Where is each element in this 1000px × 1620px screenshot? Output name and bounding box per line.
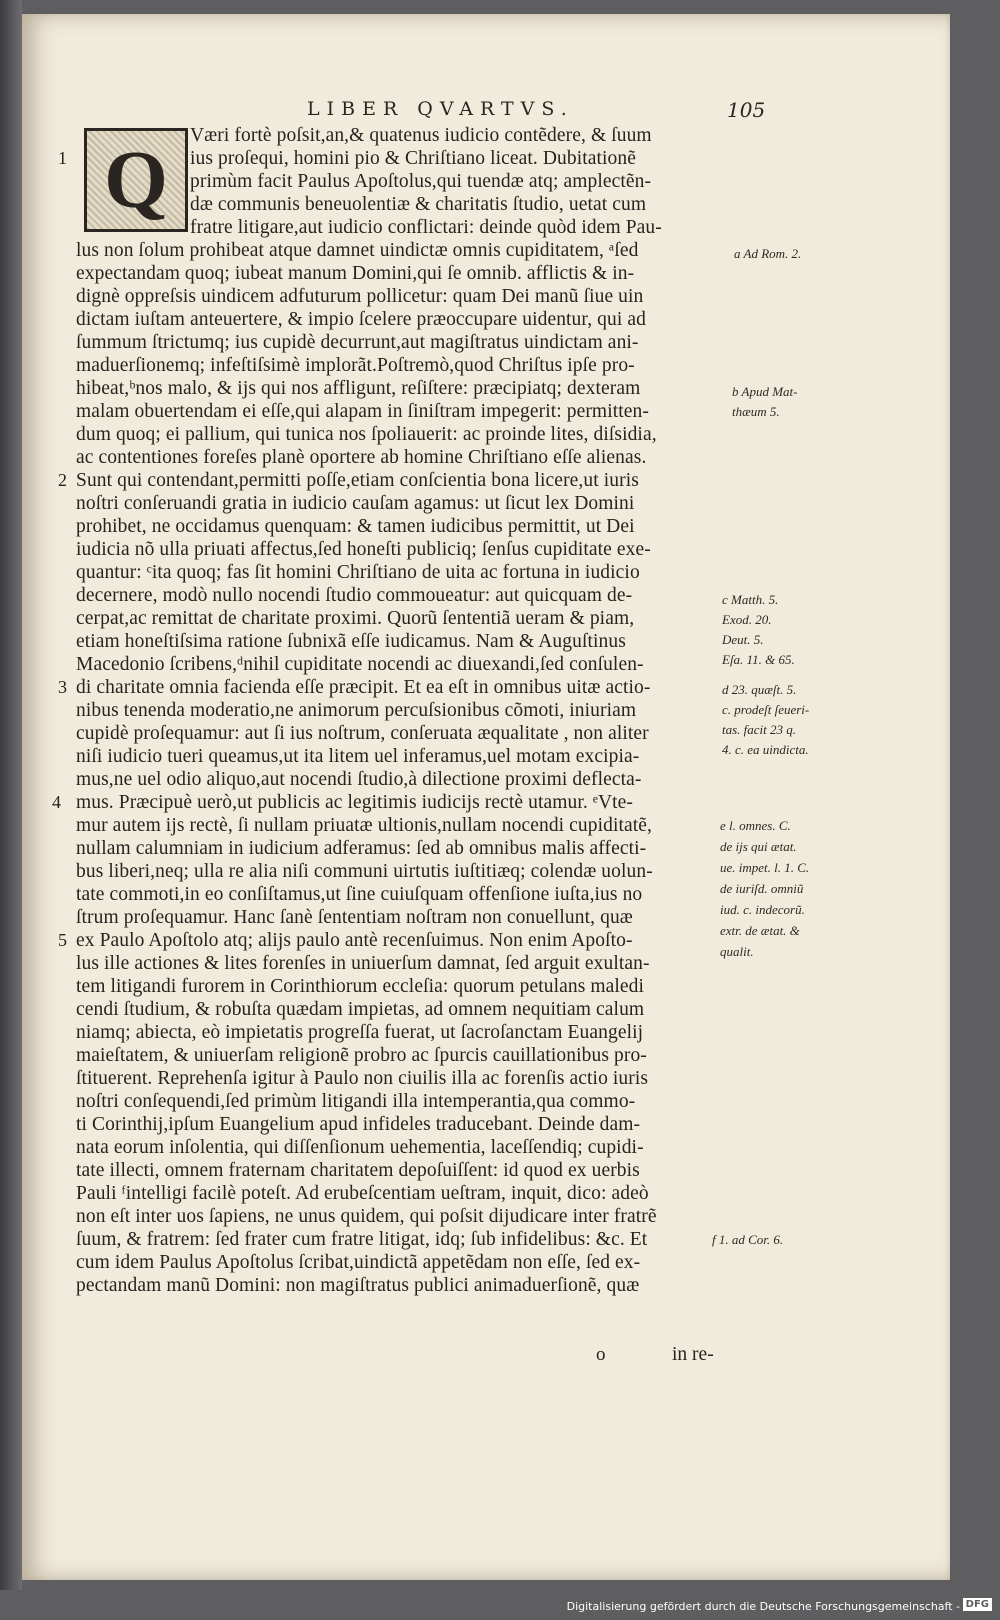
marginal-note: iud. c. indecorũ.	[720, 902, 805, 917]
text-line: ac contentiones foreſes planè oportere ab homine Chriſtiano eſſe alienas.	[76, 447, 647, 468]
paragraph-number: 3	[58, 677, 67, 697]
text-line: lus non ſolum prohibeat atque damnet uindictæ omnis cupiditatem, ᵃſed	[76, 240, 639, 261]
text-line: cerpat,ac remittat de charitate proximi. Quorũ ſententiã ueram & piam,	[76, 608, 635, 629]
marginal-note: 4. c. ea uindicta.	[722, 742, 809, 757]
text-line: Pauli ᶠintelligi facilè poteſt. Ad erubeſcentiam ueſtram, inquit, dico: adeò	[76, 1183, 649, 1204]
text-line: ſtrum proſequamur. Hanc ſanè ſententiam noſtram non conuellunt, quæ	[76, 907, 633, 928]
marginal-note: de ijs qui ætat.	[720, 839, 797, 854]
marginal-note: Eſa. 11. & 65.	[722, 652, 795, 667]
marginal-note: extr. de ætat. &	[720, 923, 800, 938]
text-line: cupidè proſequamur: aut ſi ius noſtrum, conſeruata æqualitate , non aliter	[76, 723, 649, 744]
text-line: quantur: ᶜita quoq; fas ſit homini Chriſtiano de uita ac fortuna in iudicio	[76, 562, 640, 583]
marginal-note: b Apud Mat-	[732, 384, 798, 399]
text-line: Sunt qui contendant,permitti poſſe,etiam conſcientia bona licere,ut iuris	[76, 470, 639, 491]
book-page	[22, 14, 950, 1580]
text-line: decernere, modò nullo nocendi ſtudio commoueatur: aut quicquam de-	[76, 585, 633, 606]
text-line: dignè oppreſsis uindicem adfuturum pollicetur: quam Dei manũ ſiue uin	[76, 286, 644, 307]
text-line: dictam iuſtam anteuertere, & impio ſcelere præoccupare uidentur, qui ad	[76, 309, 646, 330]
marginal-note: f 1. ad Cor. 6.	[712, 1232, 784, 1247]
running-title: LIBER QVARTVS.	[307, 98, 574, 120]
text-line: noſtri conſeruandi gratia in iudicio cauſam agamus: ut ſicut lex Domini	[76, 493, 635, 514]
text-line: ex Paulo Apoſtolo atq; alijs paulo antè recenſuimus. Non enim Apoſto-	[76, 930, 633, 951]
paragraph-number: 5	[58, 930, 67, 950]
text-line: noſtri conſequendi,ſed primùm litigandi illa intemperantia,qua commo-	[76, 1091, 636, 1112]
marginal-note: c. prodeſt ſeueri-	[722, 702, 810, 717]
text-line: niſi iudicio tueri queamus,ut ita litem uel inferamus,uel motam excipia-	[76, 746, 640, 767]
text-line: ius proſequi, homini pio & Chriſtiano liceat. Dubitationẽ	[190, 148, 637, 169]
marginal-note: a Ad Rom. 2.	[734, 246, 802, 261]
text-line: nibus tenenda moderatio,ne animorum percuſsionibus cõmoti, iniuriam	[76, 700, 637, 721]
text-line: bus liberi,neq; ulla re alia niſi communi uirtutis iuſtitiæq; colendæ uolun-	[76, 861, 653, 882]
main-text	[22, 14, 950, 1580]
text-line: non eſt inter uos ſapiens, ne unus quidem, qui poſsit dijudicare inter fratrẽ	[76, 1206, 657, 1227]
text-line: tate commoti,in eo conſiſtamus,ut ſine cuiuſquam offenſione iuſta,ius no	[76, 884, 643, 905]
text-line: etiam honeſtiſsima ratione ſubnixã eſſe iudicamus. Nam & Auguſtinus	[76, 631, 626, 652]
text-line: hibeat,ᵇnos malo, & ijs qui nos affligunt, reſiſtere: præcipiatq; dexteram	[76, 378, 641, 399]
text-line: mur autem ijs rectè, ſi nullam priuatæ ultionis,nullam nocendi cupiditatẽ,	[76, 815, 653, 836]
marginal-note: c Matth. 5.	[722, 592, 779, 607]
marginal-note: de iuriſd. omniũ	[720, 881, 804, 896]
text-line: ti Corinthij,ipſum Euangelium apud infideles traducebant. Deinde dam-	[76, 1114, 641, 1135]
text-line: di charitate omnia facienda eſſe præcipit. Et ea eſt in omnibus uitæ actio-	[76, 677, 651, 698]
text-line: malam obuertendam ei eſſe,qui alapam in ſiniſtram impegerit: permitten-	[76, 401, 649, 422]
text-line: prohibet, ne occidamus quenquam: & tamen iudicibus permittit, ut Dei	[76, 516, 635, 537]
marginal-note: qualit.	[720, 944, 754, 959]
paragraph-number: 4	[52, 792, 61, 812]
paragraph-number: 2	[58, 470, 67, 490]
text-line: ſtituerent. Reprehenſa igitur à Paulo non ciuilis illa ac forenſis actio iuris	[76, 1068, 649, 1089]
marginal-note: thæum 5.	[732, 404, 780, 419]
text-line: nata eorum inſolentia, qui diſſenſionum uehementia, laceſſendiq; cupidi-	[76, 1137, 644, 1158]
text-line: mus,ne uel odio aliquo,aut nocendi ſtudio,à dilectione proximi deflecta-	[76, 769, 642, 790]
signature-mark: o	[596, 1344, 606, 1365]
text-line: pectandam manũ Domini: non magiſtratus publici animaduerſionẽ, quæ	[76, 1275, 640, 1296]
catchword: in re-	[672, 1344, 714, 1365]
text-line: dæ communis beneuolentiæ & charitatis ſtudio, uetat cum	[190, 194, 647, 215]
marginal-note: e l. omnes. C.	[720, 818, 791, 833]
text-line: dum quoq; ei pallium, qui tunica nos ſpoliauerit: ac proinde lites, diſsidia,	[76, 424, 657, 445]
text-line: iudicia nõ ulla priuati affectus,ſed honeſti publiciq; ſenſus cupiditate exe-	[76, 539, 651, 560]
text-line: tate illecti, omnem fraternam charitatem depoſuiſſent: id quod ex uerbis	[76, 1160, 640, 1181]
text-line: Væri fortè poſsit,an,& quatenus iudicio contẽdere, & ſuum	[190, 125, 652, 146]
text-line: maieſtatem, & uniuerſam religionẽ probro ac ſpurcis cauillationibus pro-	[76, 1045, 647, 1066]
text-line: ſummum ſtrictumq; ius cupidè decurrunt,aut magiſtratus uindictam ani-	[76, 332, 639, 353]
text-line: maduerſionemq; infeſtiſsimè implorãt.Poſtremò,quod Chriſtus ipſe pro-	[76, 355, 635, 376]
text-line: primùm facit Paulus Apoſtolus,qui tuendæ atq; amplectẽn-	[190, 171, 652, 192]
marginal-note: d 23. quæſt. 5.	[722, 682, 797, 697]
dfg-logo: DFG	[963, 1598, 992, 1611]
digitization-credit: Digitalisierung gefördert durch die Deutsche Forschungsgemeinschaft -	[566, 1600, 960, 1613]
marginal-note: tas. facit 23 q.	[722, 722, 797, 737]
text-line: cendi ſtudium, & robuſta quædam impietas, ad omnem nequitiam calum	[76, 999, 645, 1020]
book-spine	[0, 0, 22, 1590]
page-number: 105	[727, 98, 766, 122]
text-line: niamq; abiecta, eò impietatis progreſſa fuerat, ut ſacroſanctam Euangelij	[76, 1022, 644, 1043]
text-line: lus ille actiones & lites forenſes in uniuerſum damnat, ſed arguit exultan-	[76, 953, 650, 974]
text-line: ſuum, & fratrem: ſed frater cum fratre litigat, idq; ſub infidelibus: &c. Et	[76, 1229, 648, 1250]
text-line: cum idem Paulus Apoſtolus ſcribat,uindictã appetẽdam non eſſe, ſed ex-	[76, 1252, 641, 1273]
text-line: fratre litigare,aut iudicio conflictari: deinde quòd idem Pau-	[190, 217, 662, 238]
text-line: nullam calumniam in iudicium adferamus: ſed ab omnibus malis affecti-	[76, 838, 647, 859]
text-line: mus. Præcipuè uerò,ut publicis ac legitimis iudicijs rectè utamur. ᵉVte-	[76, 792, 633, 813]
marginal-note: ue. impet. l. 1. C.	[720, 860, 810, 875]
text-line: expectandam quoq; iubeat manum Domini,qui ſe omnib. afflictis & in-	[76, 263, 635, 284]
paragraph-number: 1	[58, 148, 67, 168]
marginal-note: Deut. 5.	[722, 632, 764, 647]
marginal-note: Exod. 20.	[722, 612, 772, 627]
text-line: Macedonio ſcribens,ᵈnihil cupiditate nocendi ac diuexandi,ſed conſulen-	[76, 654, 644, 675]
text-line: tem litigandi furorem in Corinthiorum eccleſia: quorum petulans maledi	[76, 976, 645, 997]
initial-letter: Q	[104, 134, 168, 225]
